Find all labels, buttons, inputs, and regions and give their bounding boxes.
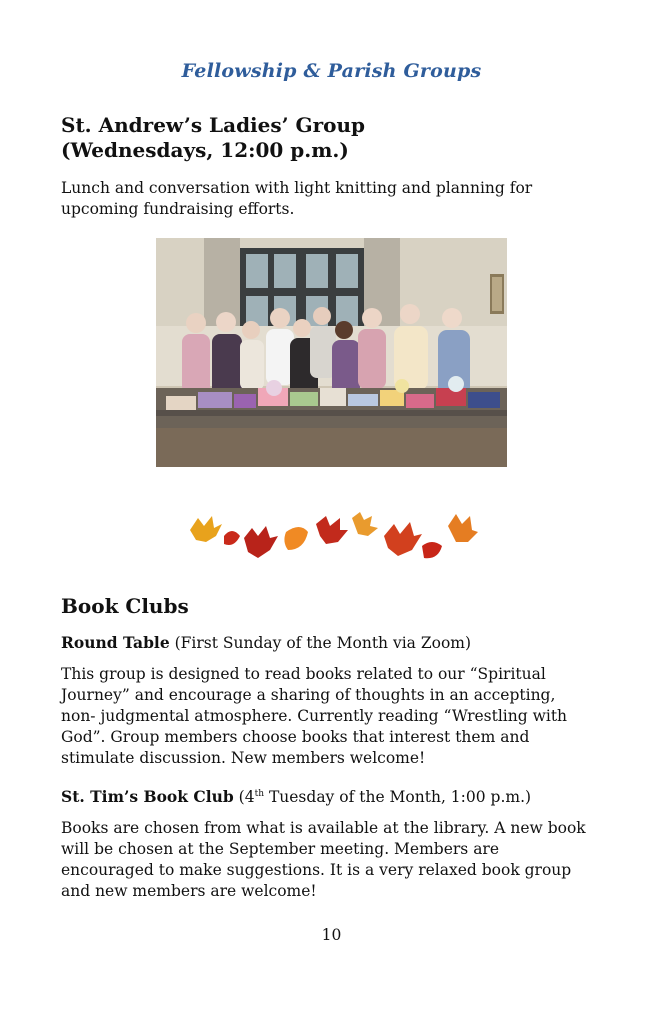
round-table-description [61, 664, 621, 769]
description-line: God”. Group members choose books that interest them and [61, 728, 530, 746]
leaf-icon [190, 512, 478, 558]
book-clubs-heading: Book Clubs [61, 594, 189, 618]
ladies-group-title: St. Andrew’s Ladies’ Group [61, 113, 366, 137]
ladies-group-description [61, 178, 621, 220]
description-line: and new members are welcome! [61, 882, 317, 900]
description-line: Lunch and conversation with light knitting and planning for [61, 179, 533, 197]
description-line: Books are chosen from what is available at the library. A new book [61, 819, 586, 837]
description-line: will be chosen at the September meeting. Members are [61, 840, 500, 858]
round-table-name: Round Table [61, 633, 170, 652]
ladies-group-heading [61, 113, 365, 163]
round-table-schedule: (First Sunday of the Month via Zoom) [174, 634, 472, 652]
autumn-leaves-decoration [184, 508, 480, 570]
round-table-heading [61, 632, 471, 654]
description-line: encouraged to make suggestions. It is a very relaxed book group [61, 861, 572, 879]
ladies-group-schedule: (Wednesdays, 12:00 p.m.) [61, 138, 349, 162]
st-tims-heading [61, 786, 531, 808]
st-tims-name: St. Tim’s Book Club [61, 787, 234, 806]
st-tims-schedule: (4th Tuesday of the Month, 1:00 p.m.) [238, 788, 532, 806]
description-line: upcoming fundraising efforts. [61, 200, 295, 218]
description-line: Journey” and encourage a sharing of thoughts in an accepting, [61, 686, 556, 704]
description-line: non- judgmental atmosphere. Currently reading “Wrestling with [61, 707, 568, 725]
st-tims-description [61, 818, 621, 902]
group-photo [156, 238, 507, 467]
description-line: This group is designed to read books related to our “Spiritual [61, 665, 546, 683]
page-number: 10 [321, 926, 342, 944]
description-line: stimulate discussion. New members welcome! [61, 749, 426, 767]
page-title: Fellowship & Parish Groups [181, 60, 482, 82]
